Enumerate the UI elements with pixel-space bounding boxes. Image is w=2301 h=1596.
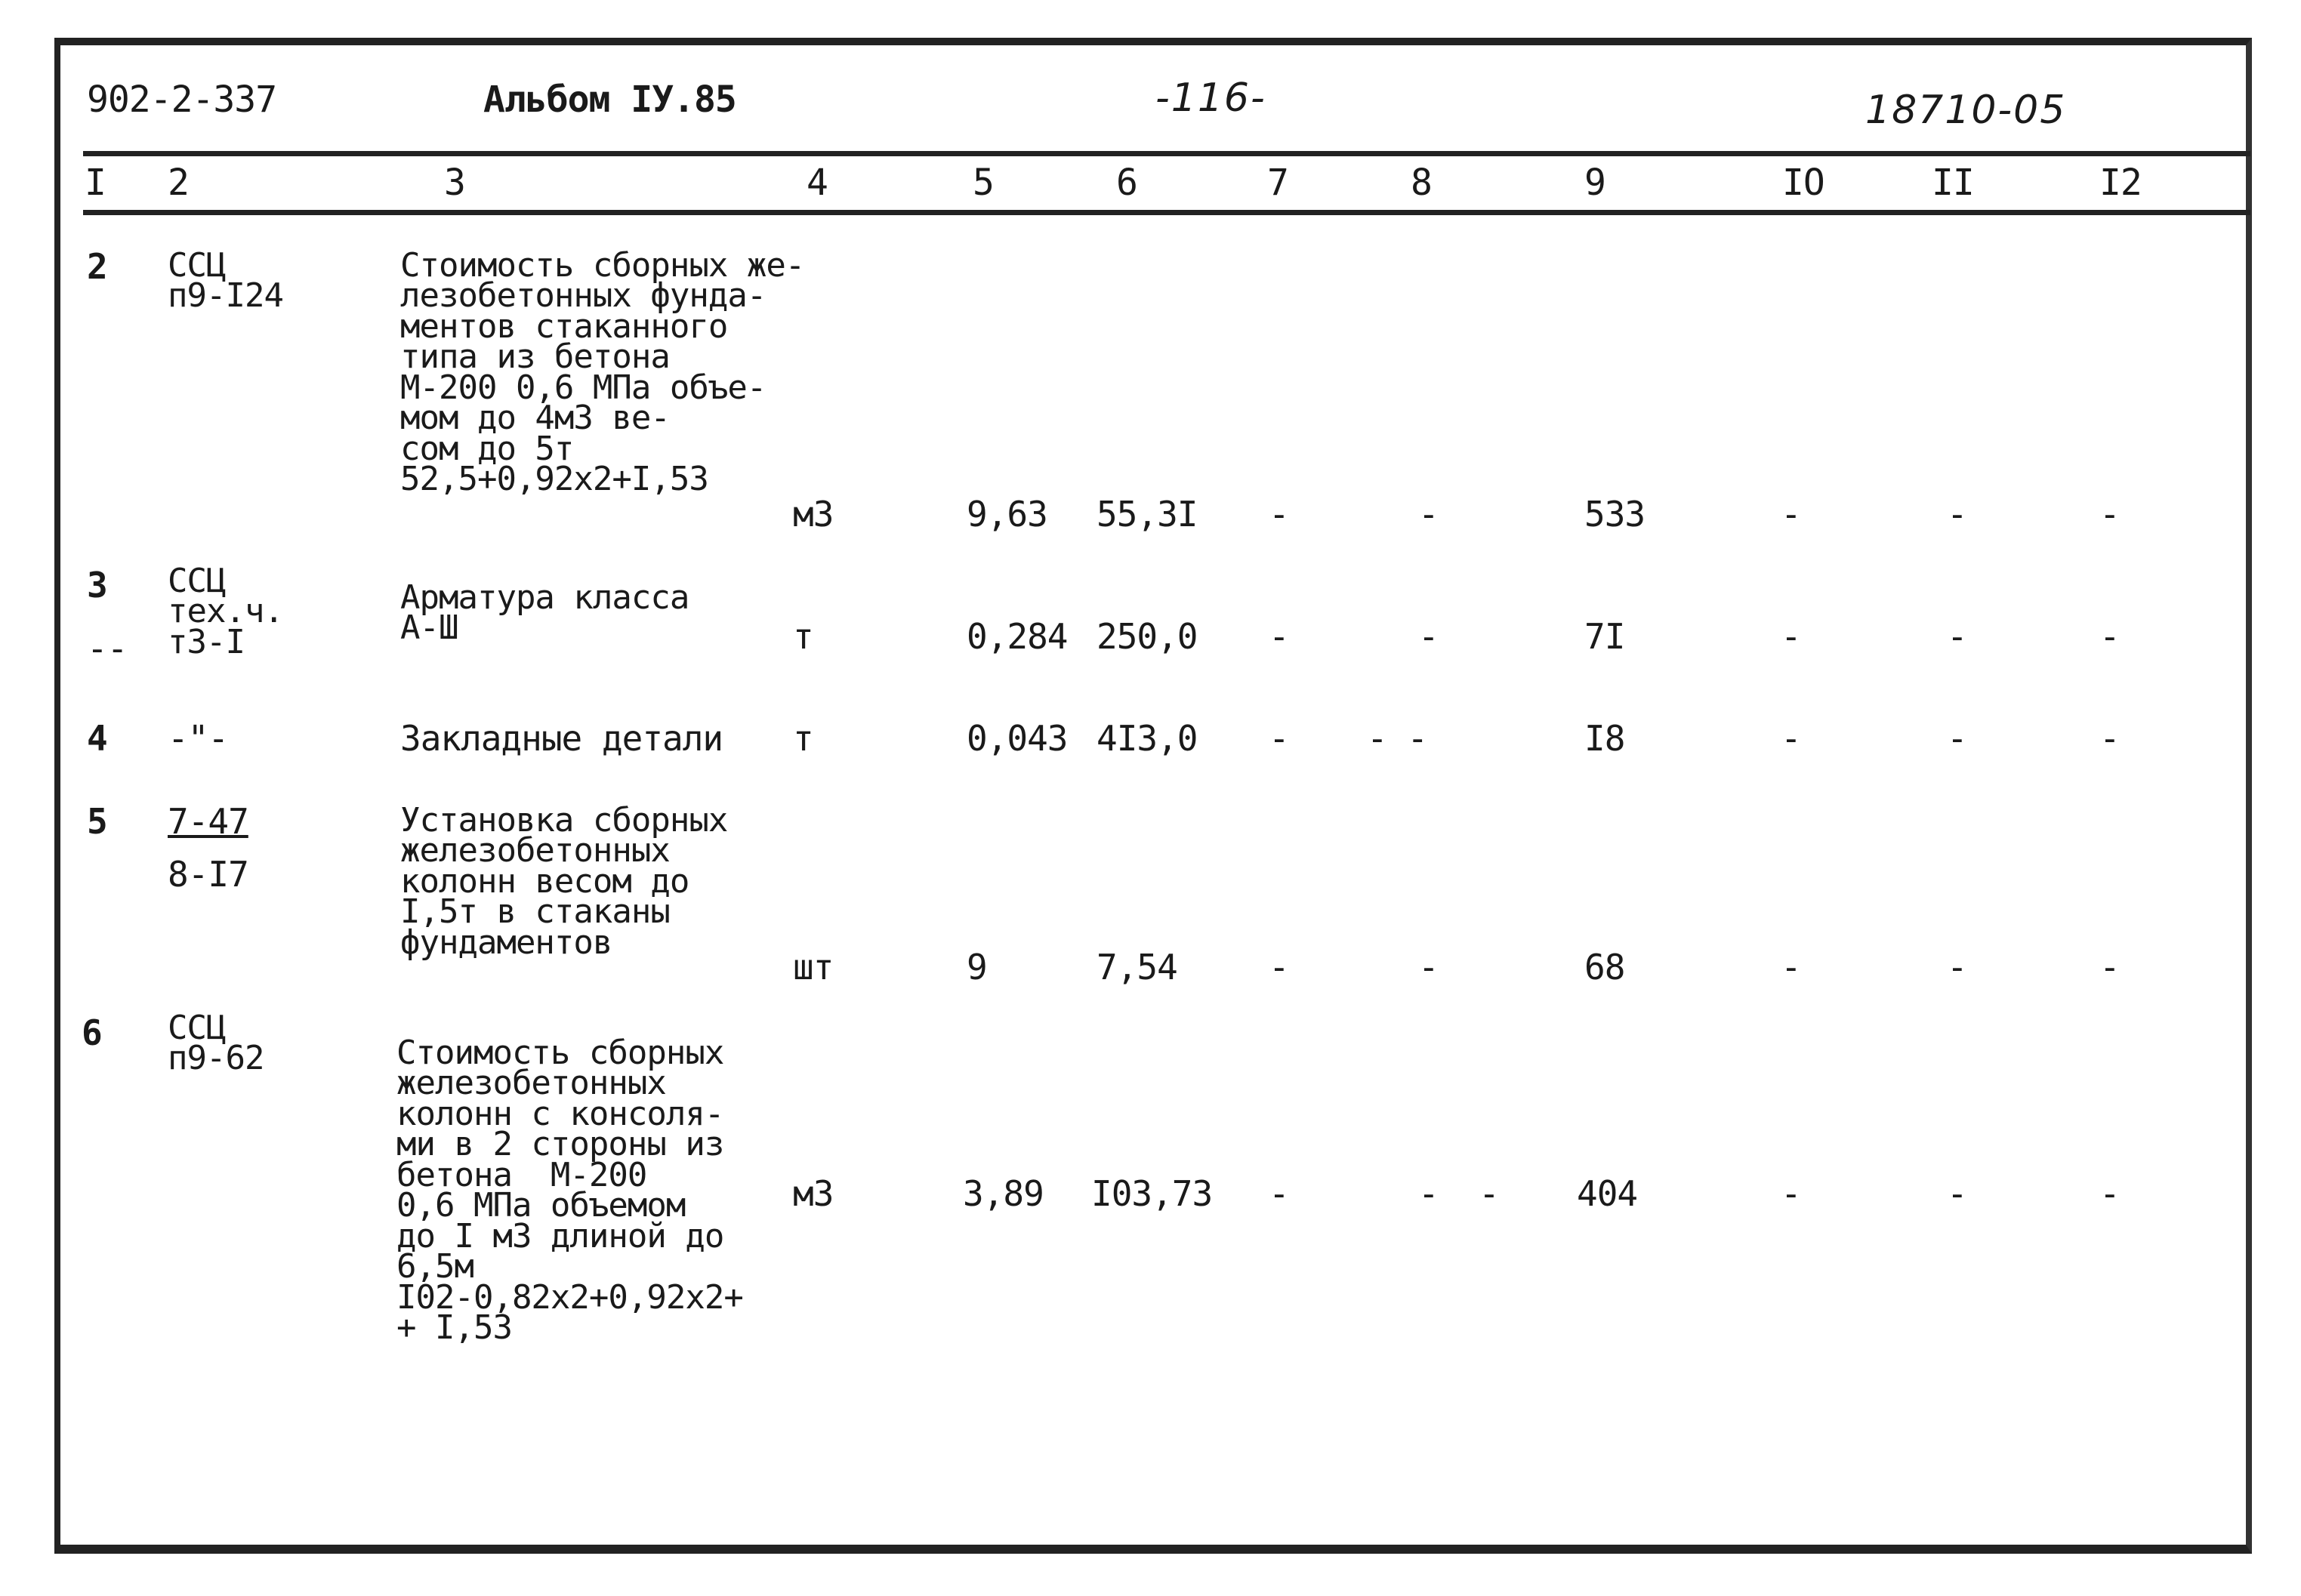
row-reference-secondary: 8-I7 bbox=[168, 854, 248, 895]
row-reference: -"- bbox=[168, 718, 229, 759]
row-quantity: 9 bbox=[967, 947, 987, 987]
doc-code: 902-2-337 bbox=[87, 79, 277, 121]
row-col10: - bbox=[1781, 947, 1801, 987]
row-reference: ССЦ п9-62 bbox=[168, 1009, 264, 1078]
row-unit: м3 bbox=[793, 1173, 834, 1214]
row-unit: шт bbox=[793, 947, 834, 987]
row-quantity: 9,63 bbox=[967, 494, 1047, 535]
row-col12: - bbox=[2099, 494, 2120, 535]
col-2-header: 2 bbox=[168, 162, 189, 204]
row-col8: - - bbox=[1418, 1173, 1499, 1214]
row-unit-price: I03,73 bbox=[1091, 1173, 1213, 1214]
row-col10: - bbox=[1781, 494, 1801, 535]
col-10-header: IО bbox=[1782, 162, 1824, 204]
row-col12: - bbox=[2099, 616, 2120, 657]
row-col11: - bbox=[1947, 616, 1967, 657]
row-total: 7I bbox=[1584, 616, 1625, 657]
row-description: Установка сборных железобетонных колонн весом до I,5т в стаканы фундаментов bbox=[400, 801, 728, 962]
row-col12: - bbox=[2099, 718, 2120, 759]
row-col7: - bbox=[1269, 494, 1289, 535]
row-col10: - bbox=[1781, 1173, 1801, 1214]
row-unit-price: 250,0 bbox=[1097, 616, 1198, 657]
row-description: Стоимость сборных же- лезобетонных фунда- ментов стаканного типа из бетона М-200 0,6 МПа объе- мом до 4м3 ве- сом до 5т 52,5+0,92х2+I,53 bbox=[400, 246, 805, 499]
row-number: 4 bbox=[87, 718, 107, 759]
col-3-header: 3 bbox=[444, 162, 465, 204]
col-7-header: 7 bbox=[1267, 162, 1288, 204]
row-quantity: 0,284 bbox=[967, 616, 1068, 657]
row-quantity: 0,043 bbox=[967, 718, 1068, 759]
row-col8: - bbox=[1418, 947, 1439, 987]
row-col8: - bbox=[1418, 616, 1439, 657]
row-col8: - - bbox=[1367, 718, 1428, 759]
row-total: I8 bbox=[1584, 718, 1625, 759]
row-total: 533 bbox=[1584, 494, 1646, 535]
row-unit: т bbox=[793, 616, 813, 657]
row-col7: - bbox=[1269, 1173, 1289, 1214]
row-number: 6 bbox=[82, 1012, 102, 1053]
row-col12: - bbox=[2099, 947, 2120, 987]
header-top-rule bbox=[83, 151, 2250, 156]
row-col11: - bbox=[1947, 718, 1967, 759]
row-col7: - bbox=[1269, 718, 1289, 759]
row-description: Стоимость сборных железобетонных колонн с консоля- ми в 2 стороны из бетона М-200 0,6 МПа объемом до I м3 длиной до 6,5м I02-0,82х2+0,92х2+ + I,53 bbox=[396, 1034, 743, 1348]
document-sheet bbox=[54, 38, 2252, 1554]
row-col7: - bbox=[1269, 616, 1289, 657]
row-quantity: 3,89 bbox=[963, 1173, 1044, 1214]
album-title: Альбом IУ.85 bbox=[483, 79, 736, 121]
row-unit-price: 55,3I bbox=[1097, 494, 1198, 535]
col-5-header: 5 bbox=[973, 162, 994, 204]
col-9-header: 9 bbox=[1584, 162, 1605, 204]
row-unit: т bbox=[793, 718, 813, 759]
row-col8: - bbox=[1418, 494, 1439, 535]
row-col11: - bbox=[1947, 947, 1967, 987]
row-col10: - bbox=[1781, 616, 1801, 657]
row-reference: ССЦ тех.ч. т3-I bbox=[168, 562, 283, 661]
row-reference: ССЦ п9-I24 bbox=[168, 246, 283, 316]
col-1-header: I bbox=[85, 162, 106, 204]
row-col7: - bbox=[1269, 947, 1289, 987]
row-number: 5 bbox=[87, 801, 107, 842]
row-col11: - bbox=[1947, 1173, 1967, 1214]
row-col11: - bbox=[1947, 494, 1967, 535]
row-total: 68 bbox=[1584, 947, 1625, 987]
row-number: 3 bbox=[87, 565, 107, 605]
inventory-number: 18710-05 bbox=[1865, 88, 2067, 133]
row-description: Арматура класса А-Ш bbox=[400, 578, 689, 648]
col-4-header: 4 bbox=[807, 162, 828, 204]
row-col12: - bbox=[2099, 1173, 2120, 1214]
row-unit-price: 7,54 bbox=[1097, 947, 1177, 987]
row-total: 404 bbox=[1577, 1173, 1638, 1214]
row-number: 2 bbox=[87, 246, 107, 287]
row-unit: м3 bbox=[793, 494, 834, 535]
col-6-header: 6 bbox=[1116, 162, 1137, 204]
row-unit-price: 4I3,0 bbox=[1097, 718, 1198, 759]
row-reference: 7-47 bbox=[168, 801, 248, 842]
row-col10: - bbox=[1781, 718, 1801, 759]
page-number: -116- bbox=[1155, 75, 1266, 121]
row-description: Закладные детали bbox=[400, 718, 723, 759]
col-8-header: 8 bbox=[1411, 162, 1432, 204]
row-number-mark: -- bbox=[87, 628, 128, 669]
header-bottom-rule bbox=[83, 210, 2250, 215]
col-11-header: II bbox=[1932, 162, 1974, 204]
col-12-header: I2 bbox=[2099, 162, 2142, 204]
